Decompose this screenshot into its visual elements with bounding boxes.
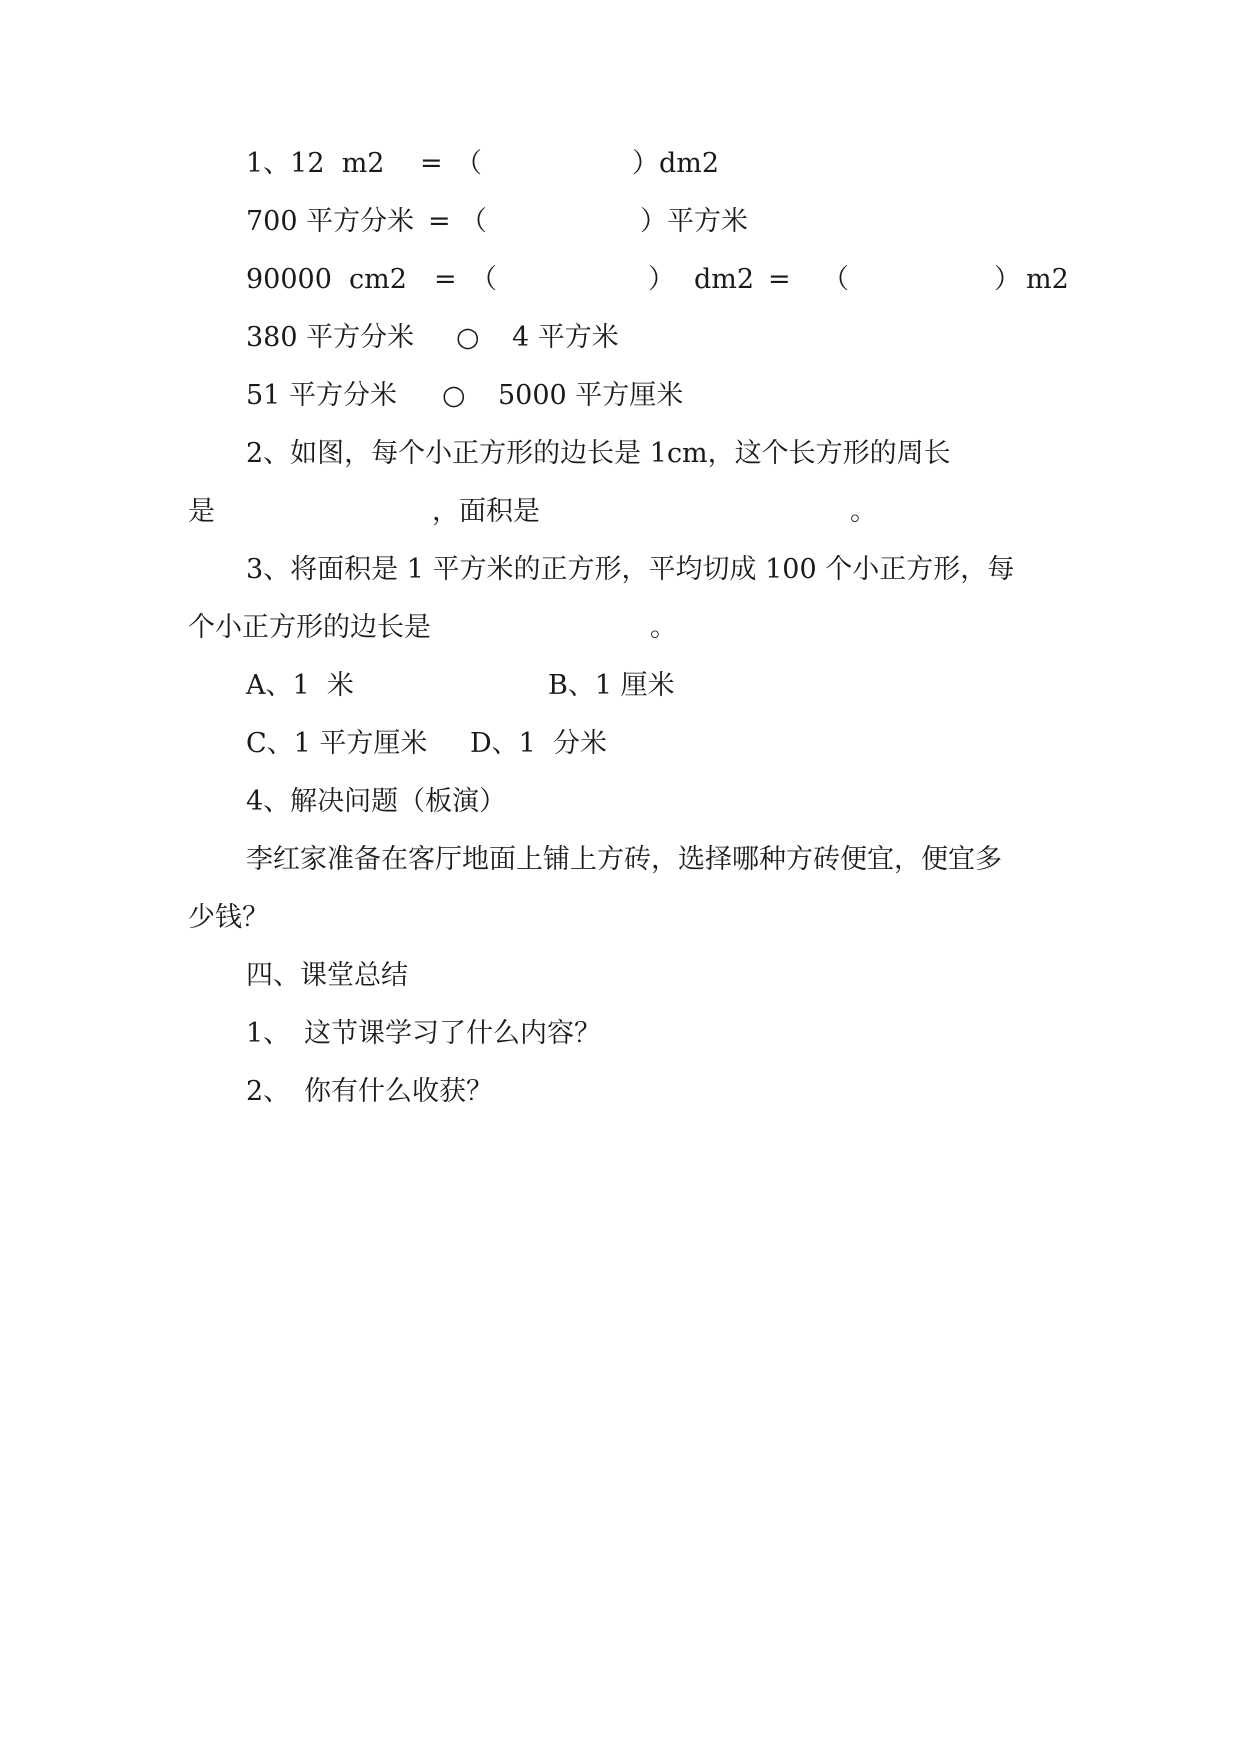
- expression: 380 平方分米: [246, 322, 415, 353]
- item-text: 这节课学习了什么内容？: [304, 1018, 601, 1049]
- summary-item-2: [0, 1076, 1241, 1108]
- unit-dm2: dm2: [694, 264, 755, 295]
- item-number: 1、: [246, 1018, 291, 1049]
- expression: 5000 平方厘米: [498, 380, 684, 411]
- compare-circle: ○: [456, 322, 480, 353]
- close-paren: ）: [994, 264, 1021, 295]
- text: 个小正方形的边长是: [188, 612, 431, 643]
- open-paren: （: [460, 206, 487, 237]
- option-b: B、1 厘米: [548, 670, 675, 701]
- text: 是: [188, 496, 215, 527]
- question-3-line-2: [0, 612, 1241, 644]
- equals-sign: =: [420, 148, 443, 179]
- expression: 90000 cm2: [246, 264, 407, 295]
- options-row-2: [0, 728, 1241, 760]
- equals-sign: =: [428, 206, 451, 237]
- close-paren: ）: [648, 264, 675, 295]
- expression: 4 平方米: [512, 322, 619, 353]
- period: 。: [850, 496, 877, 527]
- expression: 700 平方分米: [246, 206, 415, 237]
- equals-sign: =: [434, 264, 457, 295]
- option-c: C、1 平方厘米: [246, 728, 428, 759]
- text: ，面积是: [432, 496, 540, 527]
- close-paren-unit: ）dm2: [632, 148, 720, 179]
- question-4-title: 4、解决问题（板演）: [246, 786, 507, 817]
- question-2-line-1: 2、如图，每个小正方形的边长是 1cm，这个长方形的周长: [246, 438, 951, 469]
- conversion-line-1: [0, 148, 1241, 180]
- conversion-line-3: [0, 264, 1241, 296]
- open-paren: （: [822, 264, 849, 295]
- unit-m2: m2: [1026, 264, 1069, 295]
- options-row-1: [0, 670, 1241, 702]
- summary-title: 四、课堂总结: [246, 960, 408, 991]
- period: 。: [650, 612, 677, 643]
- item-number: 2、: [246, 1076, 291, 1107]
- summary-item-1: [0, 1018, 1241, 1050]
- question-4-text-line-2: 少钱？: [188, 902, 269, 933]
- open-paren: （: [455, 148, 482, 179]
- close-paren-unit: ）平方米: [640, 206, 748, 237]
- expression: 51 平方分米: [246, 380, 397, 411]
- equals-sign: =: [768, 264, 791, 295]
- conversion-line-2: [0, 206, 1241, 238]
- compare-circle: ○: [442, 380, 466, 411]
- expression: 1、12 m2: [246, 148, 385, 179]
- item-text: 你有什么收获？: [304, 1076, 493, 1107]
- option-a: A、1 米: [246, 670, 354, 701]
- comparison-line-1: [0, 322, 1241, 354]
- option-d: D、1 分米: [470, 728, 607, 759]
- question-3-line-1: 3、将面积是 1 平方米的正方形，平均切成 100 个小正方形，每: [246, 554, 1015, 585]
- open-paren: （: [470, 264, 497, 295]
- question-2-line-2: [0, 496, 1241, 528]
- question-4-text-line-1: 李红家准备在客厅地面上铺上方砖，选择哪种方砖便宜，便宜多: [246, 844, 1002, 875]
- comparison-line-2: [0, 380, 1241, 412]
